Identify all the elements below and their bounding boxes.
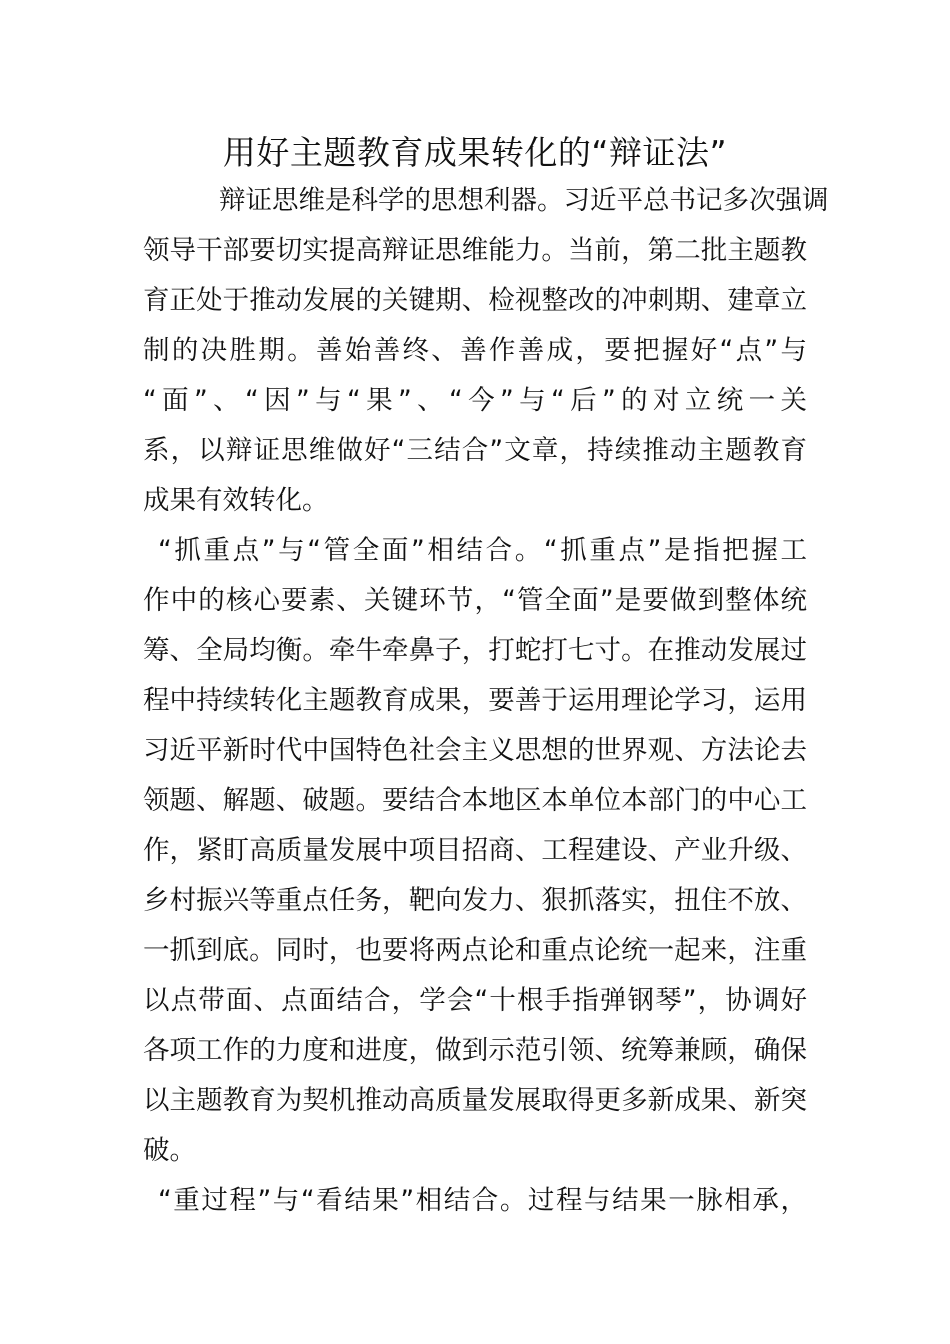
paragraph-line: 成果有效转化。	[143, 485, 329, 516]
paragraph-line: 程中持续转化主题教育成果，要善于运用理论学习，运用	[143, 685, 807, 716]
paragraph-line: 筹、全局均衡。牵牛牵鼻子，打蛇打七寸。在推动发展过	[143, 635, 807, 666]
paragraph-line: 乡村振兴等重点任务，靶向发力、狠抓落实，扭住不放、	[143, 885, 807, 916]
paragraph-line: “面”、“因”与“果”、“今”与“后”的对立统一关	[143, 385, 807, 416]
paragraph-line: 育正处于推动发展的关键期、检视整改的冲刺期、建章立	[143, 285, 807, 316]
paragraph-line: 作中的核心要素、关键环节，“管全面”是要做到整体统	[143, 585, 807, 616]
paragraph-line: 制的决胜期。善始善终、善作善成，要把握好“点”与	[143, 335, 807, 366]
paragraph-line: 领导干部要切实提高辩证思维能力。当前，第二批主题教	[143, 235, 807, 266]
paragraph-line: 领题、解题、破题。要结合本地区本单位本部门的中心工	[143, 785, 807, 816]
paragraph-line: “重过程”与“看结果”相结合。过程与结果一脉相承，	[158, 1185, 807, 1216]
paragraph-line: 一抓到底。同时，也要将两点论和重点论统一起来，注重	[143, 935, 807, 966]
paragraph-line: 辩证思维是科学的思想利器。习近平总书记多次强调	[219, 185, 829, 216]
paragraph-line: “抓重点”与“管全面”相结合。“抓重点”是指把握工	[158, 535, 807, 566]
document-body	[143, 176, 829, 1226]
paragraph-line: 以主题教育为契机推动高质量发展取得更多新成果、新突	[143, 1085, 807, 1116]
paragraph-line: 系，以辩证思维做好“三结合”文章，持续推动主题教育	[143, 435, 807, 466]
paragraph-line: 习近平新时代中国特色社会主义思想的世界观、方法论去	[143, 735, 807, 766]
paragraph-line: 作，紧盯高质量发展中项目招商、工程建设、产业升级、	[143, 835, 807, 866]
paragraph-line: 各项工作的力度和进度，做到示范引领、统筹兼顾，确保	[143, 1035, 807, 1066]
paragraph-line: 破。	[143, 1135, 196, 1166]
paragraph-line: 以点带面、点面结合，学会“十根手指弹钢琴”，协调好	[143, 985, 807, 1016]
document-title: 用好主题教育成果转化的“辩证法”	[222, 133, 728, 172]
